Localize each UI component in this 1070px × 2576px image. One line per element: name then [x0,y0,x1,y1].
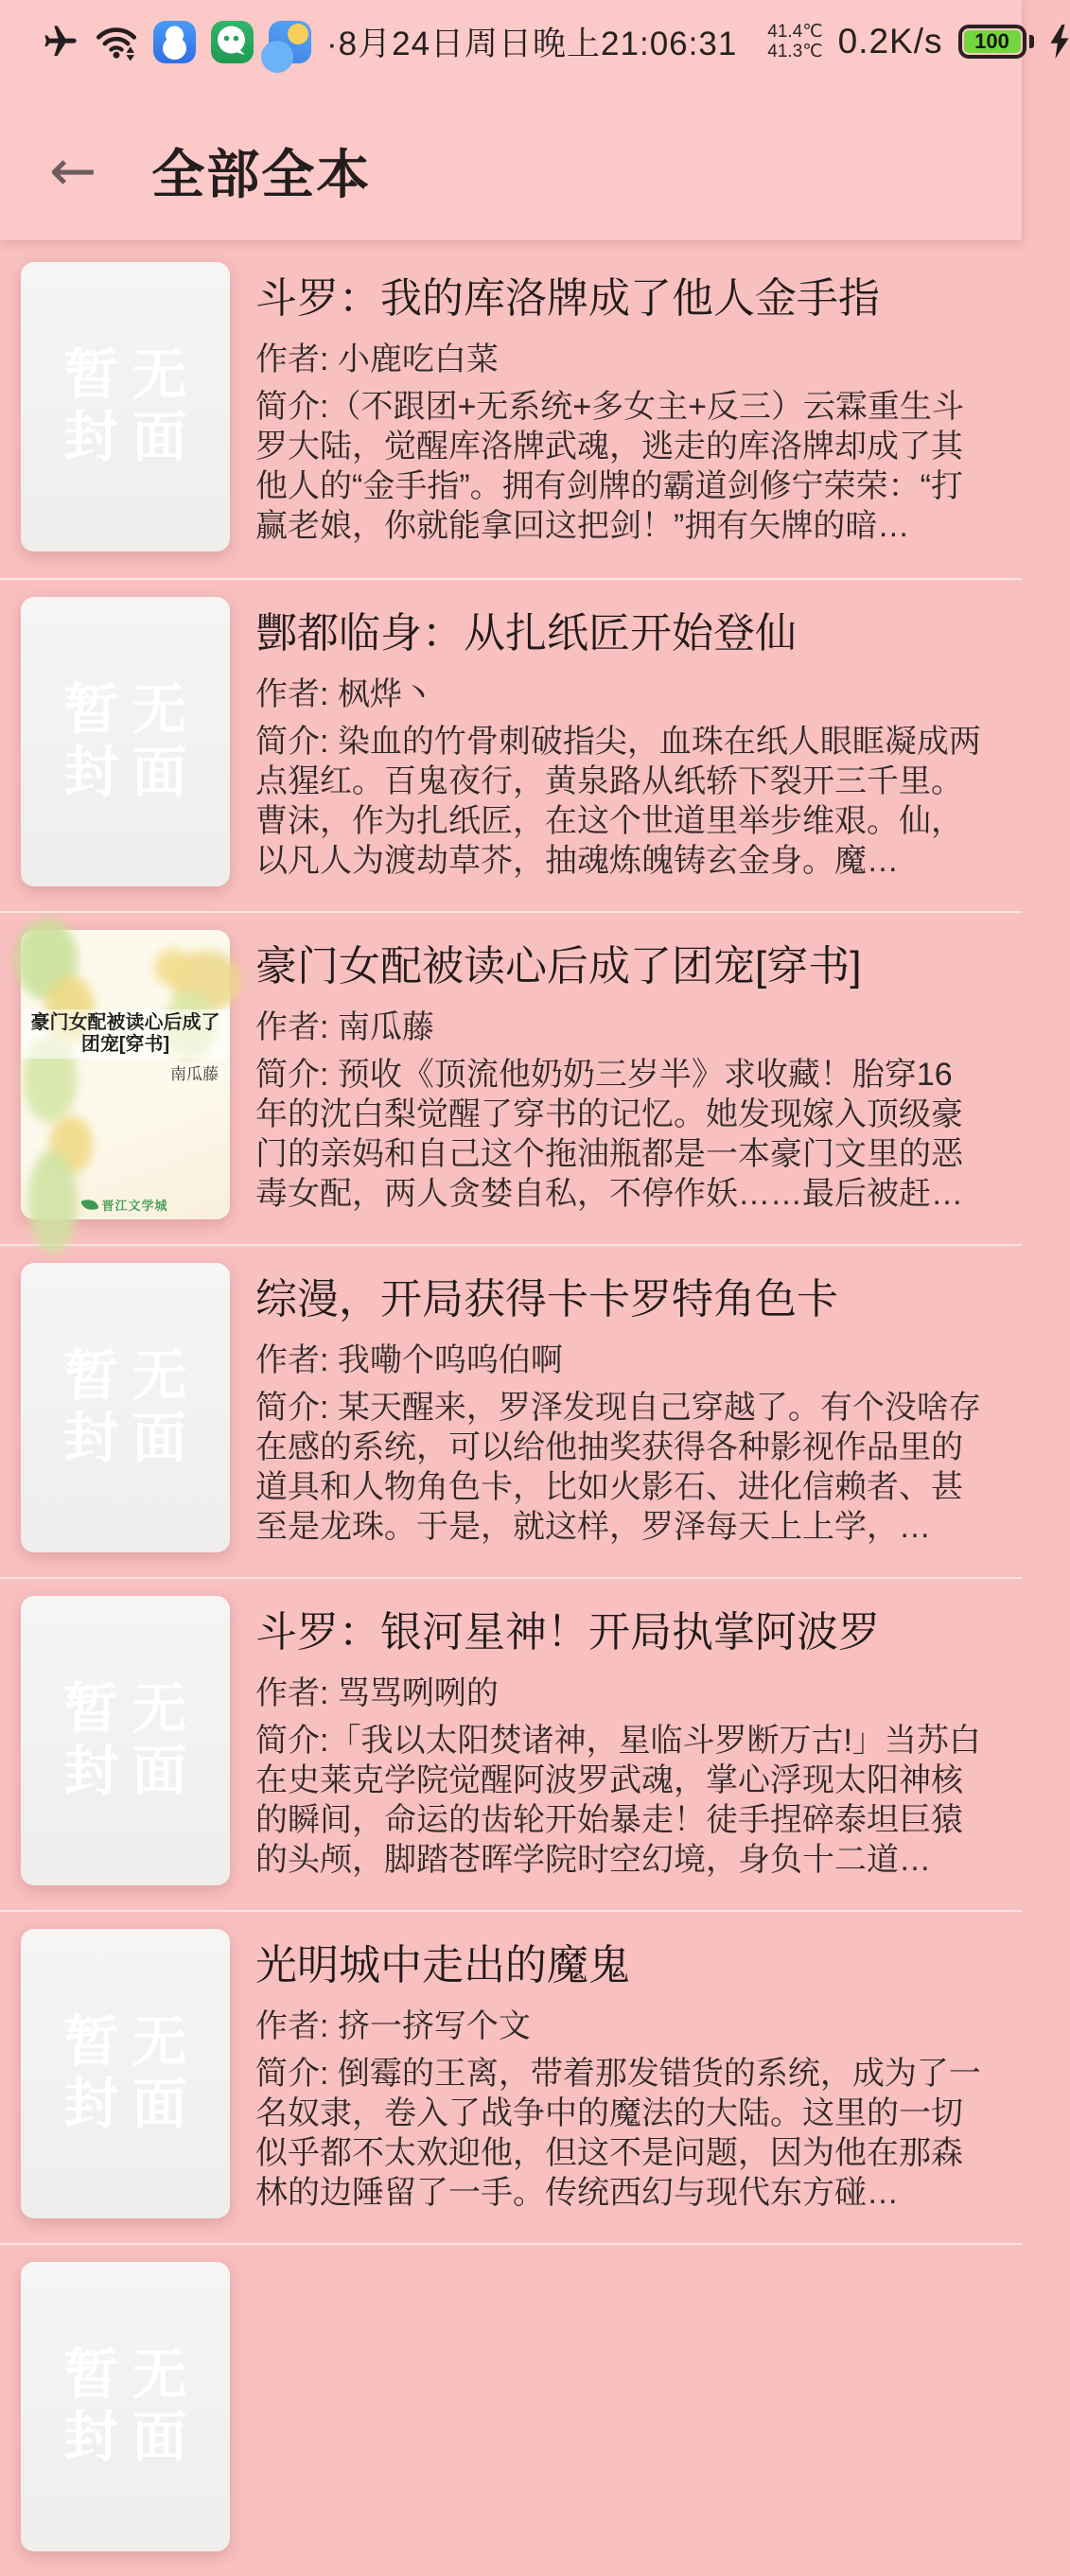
book-info [255,1596,984,1910]
book-list-item[interactable] [0,245,1022,578]
book-title: 酆都临身：从扎纸匠开始登仙 [255,610,797,657]
book-title: 综漫，开局获得卡卡罗特角色卡 [255,1276,838,1323]
charging-bolt-icon [1049,25,1070,59]
qq-app-icon [153,21,196,63]
book-description: 简介: 倒霉的王离，带着那发错货的系统，成为了一名奴隶，卷入了战争中的魔法的大陆。这里的一切似乎都不太欢迎他，但这不是问题，因为他在那森林的边陲留了一手。传统西幻与现代东方碰… [255,2056,981,2211]
book-list-item[interactable] [0,1910,1022,2243]
publisher-logo [21,1196,230,1214]
temperature-bottom: 41.3℃ [767,42,823,61]
cover-title-band [21,1009,230,1059]
no-cover-text-line1: 暂无 [63,344,201,406]
no-cover-text-line2: 封面 [63,2407,201,2468]
battery-nub [1029,35,1034,48]
book-author: 作者: 骂骂咧咧的 [255,1675,499,1711]
no-cover-text-line2: 封面 [63,742,201,803]
wechat-app-icon [211,21,254,63]
battery-indicator [958,25,1034,59]
no-cover-text-line2: 封面 [63,1408,201,1469]
book-cover-placeholder [21,2262,230,2551]
book-list [0,245,1022,2576]
book-description: 简介: 染血的竹骨刺破指尖，血珠在纸人眼眶凝成两点猩红。百鬼夜行，黄泉路从纸轿下裂开三千里。曹沫，作为扎纸匠，在这个世道里举步维艰。仙，以凡人为渡劫草芥，抽魂炼魄铸玄金身。魔… [255,724,981,879]
book-cover-image [21,930,230,1219]
status-datetime: ·8月24日周日晚上21:06:31 [326,26,738,62]
no-cover-text-line1: 暂无 [63,2011,201,2073]
network-speed: 0.2K/s [837,22,943,61]
book-cover-placeholder [21,1596,230,1885]
book-title: 豪门女配被读心后成了团宠[穿书] [255,943,862,990]
airplane-mode-icon [42,23,79,61]
status-bar [0,0,1022,70]
book-info [255,1263,984,1577]
book-cover-placeholder [21,262,230,552]
battery-level: 100 [964,30,1021,53]
page-title: 全部全本 [151,145,372,204]
book-cover-placeholder [21,1929,230,2218]
book-title: 斗罗：银河星神！开局执掌阿波罗 [255,1609,880,1656]
book-info [255,2262,984,2576]
book-info [255,930,984,1244]
book-cover-placeholder [21,1263,230,1552]
wifi-icon [95,23,138,61]
no-cover-text-line2: 封面 [63,1741,201,1802]
book-author: 作者: 小鹿吃白菜 [255,342,499,377]
temperature-readout [767,22,822,61]
cover-author: 南瓜藤 [170,1065,219,1083]
book-description: 简介:「我以太阳焚诸神，星临斗罗断万古!」当苏白在史莱克学院觉醒阿波罗武魂，掌心浮现太阳神核的瞬间，命运的齿轮开始暴走！徒手捏碎泰坦巨猿的头颅，脚踏苍晖学院时空幻境，身负十二道… [255,1723,981,1878]
book-list-item[interactable] [0,1577,1022,1910]
book-list-item[interactable] [0,911,1022,1244]
no-cover-text-line2: 封面 [63,407,201,468]
temperature-top: 41.4℃ [767,22,823,42]
no-cover-text-line1: 暂无 [63,679,201,741]
cover-title-line2: 团宠[穿书] [80,1034,170,1055]
book-info [255,1929,984,2243]
book-cover-placeholder [21,597,230,886]
book-title: 光明城中走出的魔鬼 [255,1942,630,1989]
book-title: 斗罗：我的库洛牌成了他人金手指 [255,275,880,322]
weather-app-icon [269,21,311,63]
no-cover-text-line1: 暂无 [63,1678,201,1740]
leaf-icon [81,1197,99,1213]
book-author: 作者: 我嘞个呜呜伯啊 [255,1342,563,1378]
app-bar [0,70,1022,240]
book-description: 简介: 预收《顶流他奶奶三岁半》求收藏！胎穿16年的沈白梨觉醒了穿书的记忆。她发现嫁入顶级豪门的亲妈和自己这个拖油瓶都是一本豪门文里的恶毒女配，两人贪婪自私，不停作妖……最后被赶… [255,1057,963,1212]
book-author: 作者: 挤一挤写个文 [255,2008,531,2044]
book-info [255,597,984,911]
book-info [255,262,984,578]
book-list-item[interactable] [0,1244,1022,1577]
cover-title-line1: 豪门女配被读心后成了 [30,1012,220,1033]
top-chrome [0,0,1022,240]
no-cover-text-line2: 封面 [63,2074,201,2135]
book-description: 简介:（不跟团+无系统+多女主+反三）云霖重生斗罗大陆，觉醒库洛牌武魂，逃走的库洛牌却成了其他人的“金手指”。拥有剑牌的霸道剑修宁荣荣：“打赢老娘，你就能拿回这把剑！”拥有矢牌的暗… [255,389,965,544]
back-button[interactable]: ← [49,138,97,204]
book-list-item[interactable] [0,2243,1022,2576]
publisher-logo-text: 晋江文学城 [101,1199,168,1213]
no-cover-text-line1: 暂无 [63,1345,201,1407]
book-list-item[interactable] [0,578,1022,911]
no-cover-text-line1: 暂无 [63,2344,201,2406]
book-author: 作者: 枫烨丶 [255,676,434,712]
book-description: 简介: 某天醒来，罗泽发现自己穿越了。有个没啥存在感的系统，可以给他抽奖获得各种影视作品里的道具和人物角色卡，比如火影石、进化信赖者、甚至是龙珠。于是，就这样，罗泽每天上上学，… [255,1390,981,1545]
book-author: 作者: 南瓜藤 [255,1009,434,1045]
